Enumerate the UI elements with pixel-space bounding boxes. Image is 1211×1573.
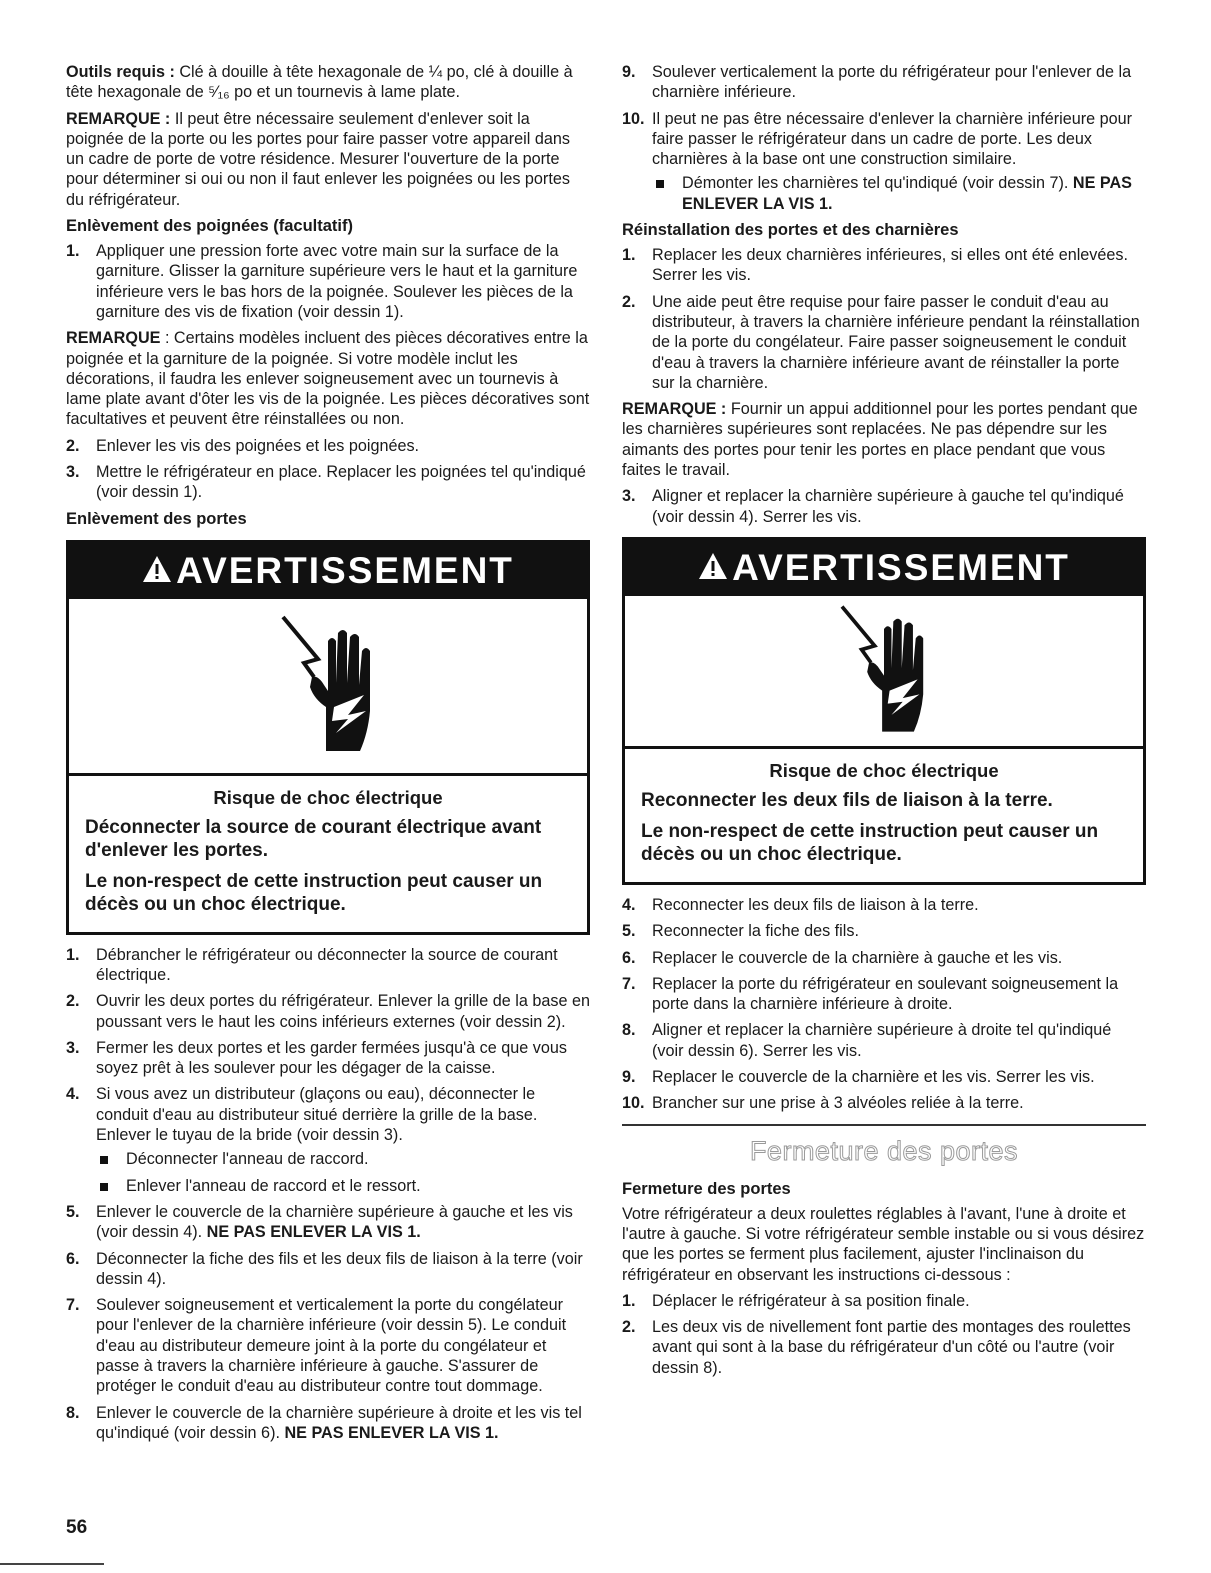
- section-divider: [622, 1124, 1146, 1126]
- note-text: Fournir un appui additionnel pour les portes pendant que les charnières supérieures sont replacées. Ne pas dépendre sur les aimants des portes pour tenir les portes en place pendant que vous faites le travail.: [622, 400, 1138, 480]
- list-item: 5. Reconnecter la fiche des fils.: [622, 922, 859, 941]
- warning-box: [622, 537, 1146, 885]
- note-text: : Certains modèles incluent des pièces décoratives entre la poignée et la garniture de la poignée. Si votre modèle inclut les décorations, il faudra les enlever soigneusement avec un tournevis à lame plate avant d'ôter les vis de la poignée. Les pièces décoratives sont facultatives et peuvent être réinstallées ou non.: [66, 329, 590, 429]
- right-column: [622, 62, 1146, 1384]
- warning-line: Le non-respect de cette instruction peut causer un décès ou un choc électrique.: [85, 870, 543, 915]
- bullet-list: [652, 173, 1146, 214]
- note-paragraph: [66, 328, 590, 429]
- list-item: 3. Aligner et replacer la charnière supérieure à gauche tel qu'indiqué (voir dessin 4). Serrer les vis.: [622, 487, 1124, 526]
- list-item: 6. Déconnecter la fiche des fils et les deux fils de liaison à la terre (voir dessin 4).: [66, 1249, 583, 1288]
- warning-line: Reconnecter les deux fils de liaison à la terre.: [641, 789, 1053, 811]
- warning-title: Risque de choc électrique: [769, 759, 999, 781]
- note-paragraph: [66, 109, 590, 210]
- list-item: 1. Débrancher le réfrigérateur ou déconnecter la source de courant électrique.: [66, 945, 558, 984]
- handles-steps-continued: [66, 436, 590, 503]
- list-item: 4. Reconnecter les deux fils de liaison à la terre.: [622, 895, 979, 914]
- warning-body: [69, 776, 587, 932]
- warning-line: Déconnecter la source de courant électrique avant d'enlever les portes.: [85, 816, 542, 861]
- warning-box: [66, 540, 590, 935]
- note-label: REMARQUE: [66, 329, 161, 348]
- footer-rule: [0, 1563, 104, 1565]
- bullet-icon: [656, 180, 664, 188]
- list-item: 2. Les deux vis de nivellement font partie des montages des roulettes avant qui sont à la base du réfrigérateur d'un côté ou l'autre (voir dessin 8).: [622, 1318, 1131, 1377]
- bullet-list: [96, 1149, 590, 1196]
- bullet-item: Démonter les charnières tel qu'indiqué (voir dessin 7). NE PAS ENLEVER LA VIS 1.: [652, 173, 1146, 214]
- tools-label: Outils requis :: [66, 63, 175, 81]
- list-item: 5. Enlever le couvercle de la charnière supérieure à gauche et les vis (voir dessin 4). NE PAS ENLEVER LA VIS 1.: [66, 1202, 573, 1242]
- warning-header: AVERTISSEMENT: [625, 540, 1143, 596]
- electric-shock-icon: [625, 596, 1143, 749]
- list-item: 9. Replacer le couvercle de la charnière et les vis. Serrer les vis.: [622, 1068, 1095, 1087]
- list-item: 2. Une aide peut être requise pour faire passer le conduit d'eau au distributeur, à travers la charnière inférieure pendant la réinstallation de la porte du congélateur. Faire passer soigneusement le conduit d'eau à travers la charnière inférieure avant de réinstaller la porte sur la charnière.: [622, 292, 1140, 392]
- tools-text: Clé à douille à tête hexagonale de ¼ po, clé à douille à tête hexagonale de ⁵⁄₁₆ po et un tournevis à lame plate.: [66, 63, 573, 102]
- bullet-icon: [100, 1183, 108, 1191]
- list-item: 1. Replacer les deux charnières inférieures, si elles ont été enlevées. Serrer les vis.: [622, 246, 1128, 285]
- reinstall-steps-continued: [622, 486, 1146, 527]
- list-item: 7. Replacer la porte du réfrigérateur en soulevant soigneusement la porte dans la charnière inférieure à droite.: [622, 974, 1119, 1014]
- electric-shock-icon: [69, 599, 587, 776]
- handles-steps: [66, 241, 590, 322]
- list-item: 7. Soulever soigneusement et verticalement la porte du congélateur pour l'enlever de la charnière inférieure (voir dessin 5). Le conduit d'eau au distributeur demeure joint à la porte du congélateur et passe à travers la charnière inférieure à gauche. S'assurer de protéger le conduit d'eau au distributeur contre tout dommage.: [66, 1296, 567, 1396]
- doors-heading: Enlèvement des portes: [66, 509, 247, 528]
- note-label: REMARQUE :: [622, 400, 727, 419]
- bullet-item: Enlever l'anneau de raccord et le ressort.: [96, 1176, 590, 1196]
- note-paragraph: [622, 399, 1146, 480]
- closing-paragraph: Votre réfrigérateur a deux roulettes réglables à l'avant, l'une à droite et l'autre à gauche. Si votre réfrigérateur semble instable ou si vous désirez que les portes se ferment plus facilement, ajuster l'inclinaison du réfrigérateur en observant les instructions ci-dessous :: [622, 1204, 1145, 1284]
- list-item: 4. Si vous avez un distributeur (glaçons ou eau), déconnecter le conduit d'eau au distributeur situé derrière la grille de la base. Enlever le tuyau de la bride (voir dessin 3). Déconnecter l'anneau de raccord. Enlever l'anneau de raccord et le ressort.: [66, 1084, 590, 1195]
- warning-triangle-icon: [698, 540, 728, 596]
- page-number: 56: [66, 1517, 88, 1538]
- note-label: REMARQUE :: [66, 109, 171, 128]
- handles-heading: Enlèvement des poignées (facultatif): [66, 217, 353, 236]
- reinstall-steps: [622, 245, 1146, 393]
- door-removal-steps-continued: [622, 62, 1146, 214]
- list-item: 2. Enlever les vis des poignées et les poignées.: [66, 436, 420, 455]
- warning-line: Le non-respect de cette instruction peut causer un décès ou un choc électrique.: [641, 820, 1099, 865]
- list-item: 6. Replacer le couvercle de la charnière à gauche et les vis.: [622, 948, 1063, 967]
- list-item: 1. Déplacer le réfrigérateur à sa position finale.: [622, 1291, 970, 1310]
- list-item: 2. Ouvrir les deux portes du réfrigérateur. Enlever la grille de la base en poussant vers le haut les coins inférieurs externes (voir dessin 2).: [66, 992, 590, 1031]
- section-title: Fermeture des portes: [749, 1135, 1019, 1166]
- left-column: [66, 62, 590, 1449]
- tools-paragraph: [66, 62, 590, 103]
- list-item: 10. Il peut ne pas être nécessaire d'enlever la charnière inférieure pour faire passer le réfrigérateur dans un cadre de porte. Les deux charnières à la base ont une construction similaire. Démonter les charnières tel qu'indiqué (voir dessin 7). NE PAS ENLEVER LA VIS 1.: [622, 109, 1146, 214]
- bullet-item: Déconnecter l'anneau de raccord.: [96, 1149, 590, 1169]
- warning-body: [625, 749, 1143, 882]
- reinstall-heading: Réinstallation des portes et des charnières: [622, 221, 959, 240]
- closing-heading: Fermeture des portes: [622, 1179, 791, 1198]
- list-item: 8. Enlever le couvercle de la charnière supérieure à droite et les vis tel qu'indiqué (voir dessin 6). NE PAS ENLEVER LA VIS 1.: [66, 1403, 582, 1442]
- list-item: 8. Aligner et replacer la charnière supérieure à droite tel qu'indiqué (voir dessin 6). Serrer les vis.: [622, 1021, 1112, 1060]
- door-removal-steps: [66, 945, 590, 1444]
- bullet-icon: [100, 1156, 108, 1164]
- list-item: 3. Mettre le réfrigérateur en place. Replacer les poignées tel qu'indiqué (voir dessin 1).: [66, 463, 586, 502]
- warning-header: AVERTISSEMENT: [69, 543, 587, 599]
- warning-triangle-icon: [142, 543, 172, 599]
- list-item: 9. Soulever verticalement la porte du réfrigérateur pour l'enlever de la charnière inférieure.: [622, 63, 1132, 102]
- warning-title: Risque de choc électrique: [213, 786, 443, 808]
- note-text: Il peut être nécessaire seulement d'enlever soit la poignée de la porte ou les portes pour faire passer votre appareil dans un cadre de porte de votre résidence. Mesurer l'ouverture de la porte pour déterminer si oui ou non il faut enlever les poignées ou les portes du réfrigérateur.: [66, 109, 570, 209]
- reinstall-steps-final: [622, 895, 1146, 1114]
- closing-steps: [622, 1291, 1146, 1378]
- list-item: 10. Brancher sur une prise à 3 alvéoles reliée à la terre.: [622, 1094, 1024, 1113]
- list-item: 1. Appliquer une pression forte avec votre main sur la surface de la garniture. Glisser la garniture supérieure vers le haut et la garniture inférieure vers le bas hors de la poignée. Soulever les pièces de la garniture des vis de fixation (voir dessin 1).: [66, 242, 578, 321]
- list-item: 3. Fermer les deux portes et les garder fermées jusqu'à ce que vous soyez prêt à les soulever pour les dégager de la caisse.: [66, 1038, 567, 1078]
